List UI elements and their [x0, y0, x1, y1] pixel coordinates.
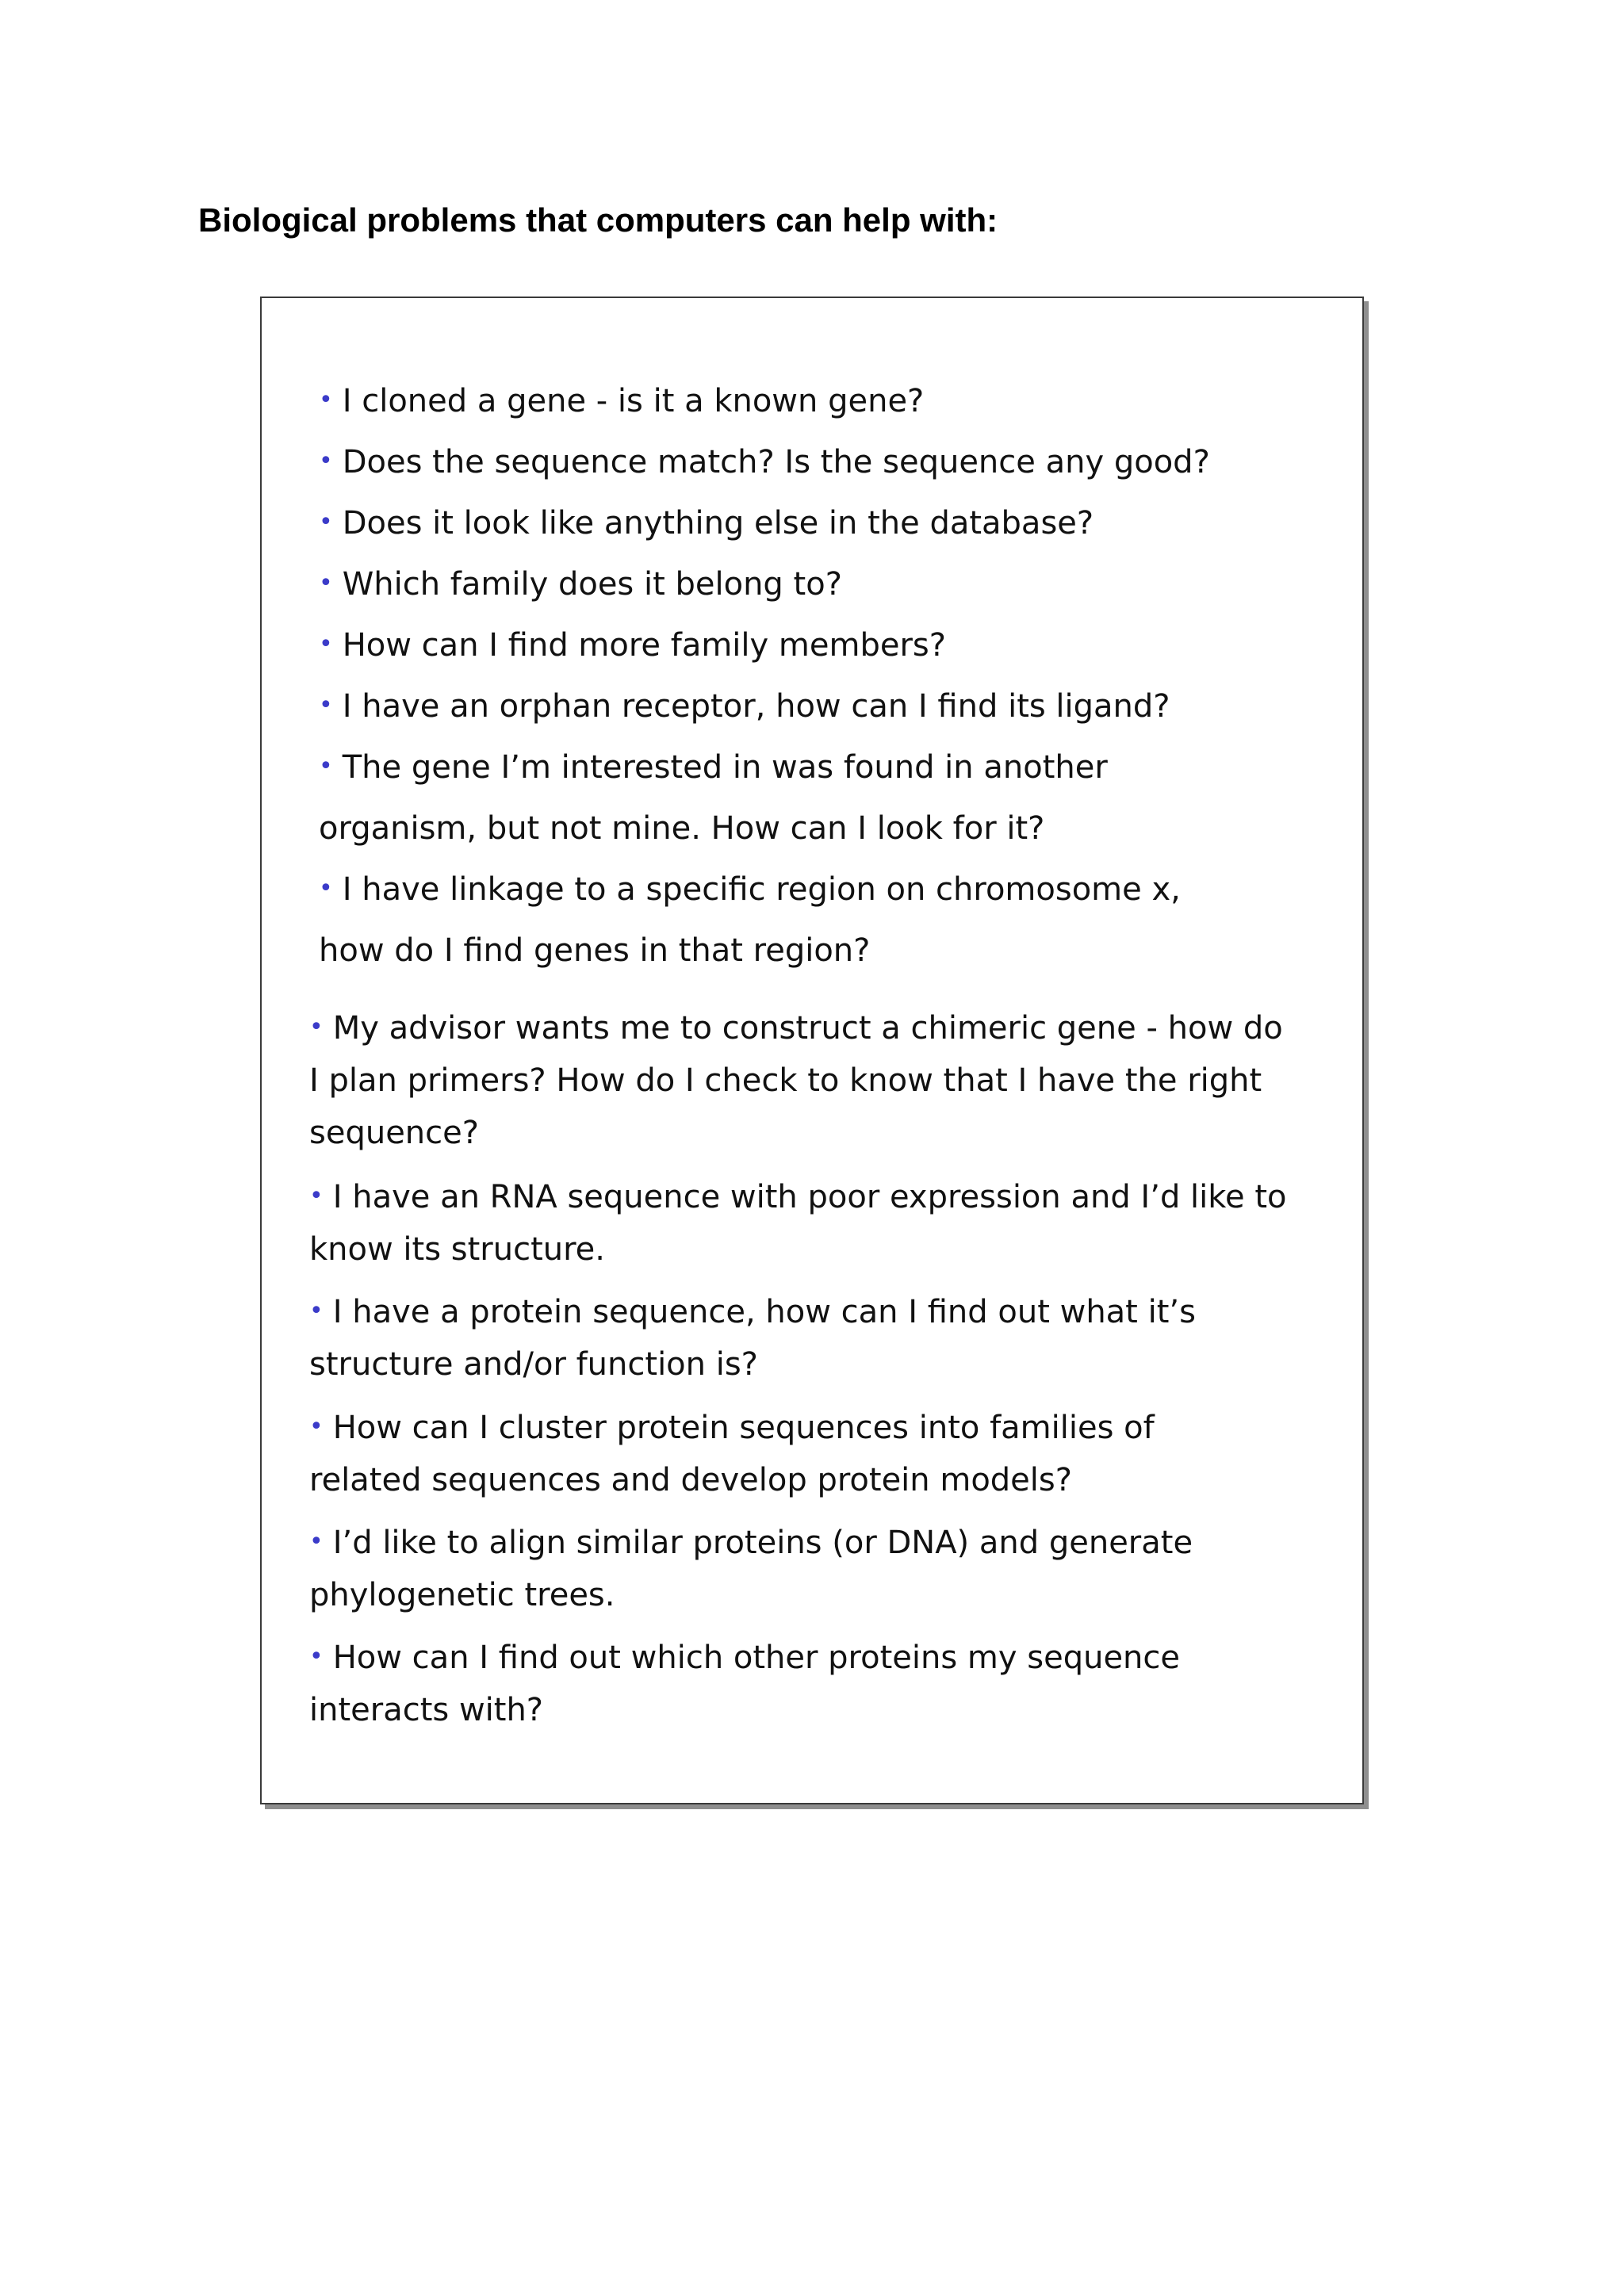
question-text: The gene I’m interested in was found in another	[342, 749, 1108, 786]
question-text-continued: sequence?	[309, 1115, 479, 1151]
bullet-dot-icon: •	[319, 386, 333, 414]
question-item-10	[309, 1171, 1287, 1276]
bullet-dot-icon: •	[319, 874, 333, 902]
question-item-4	[319, 554, 842, 615]
question-text: How can I find out which other proteins my sequence	[332, 1640, 1181, 1676]
bullet-dot-icon: •	[319, 508, 333, 536]
question-text-continued: structure and/or function is?	[309, 1346, 758, 1383]
question-text: I have a protein sequence, how can I find out what it’s	[332, 1294, 1196, 1330]
bullet-dot-icon: •	[309, 1413, 324, 1441]
bullet-dot-icon: •	[309, 1643, 324, 1670]
question-text: How can I find more family members?	[342, 627, 946, 664]
question-text-continued: interacts with?	[309, 1692, 544, 1728]
question-item-8	[319, 859, 1181, 982]
bullet-dot-icon: •	[309, 1013, 324, 1041]
question-item-14	[309, 1632, 1180, 1736]
question-text: I cloned a gene - is it a known gene?	[342, 383, 925, 419]
question-item-3	[319, 493, 1094, 554]
question-item-11	[309, 1286, 1196, 1391]
bullet-dot-icon: •	[319, 630, 333, 658]
question-item-6	[319, 676, 1170, 737]
question-text: I’d like to align similar proteins (or DNA) and generate	[332, 1525, 1193, 1561]
question-text: Does the sequence match? Is the sequence any good?	[342, 444, 1210, 480]
question-text: I have an orphan receptor, how can I find its ligand?	[342, 688, 1170, 725]
bullet-dot-icon: •	[319, 569, 333, 597]
question-text-continued: phylogenetic trees.	[309, 1577, 615, 1613]
bullet-dot-icon: •	[319, 691, 333, 719]
question-text-continued: know its structure.	[309, 1231, 606, 1268]
bullet-dot-icon: •	[319, 752, 333, 780]
question-text: I have an RNA sequence with poor expression and I’d like to	[332, 1179, 1287, 1215]
question-text-continued: organism, but not mine. How can I look for it?	[319, 810, 1045, 847]
questions-box	[260, 297, 1364, 1804]
bullet-dot-icon: •	[309, 1528, 324, 1556]
question-item-1	[319, 371, 924, 432]
question-item-13	[309, 1517, 1193, 1621]
question-text: My advisor wants me to construct a chimeric gene - how do	[332, 1010, 1283, 1047]
bullet-dot-icon: •	[309, 1297, 324, 1325]
question-item-7	[319, 737, 1108, 859]
bullet-dot-icon: •	[319, 447, 333, 475]
question-item-5	[319, 615, 946, 676]
question-text: How can I cluster protein sequences into families of	[332, 1410, 1155, 1446]
question-item-9	[309, 1002, 1283, 1159]
question-text-continued: related sequences and develop protein models?	[309, 1462, 1072, 1498]
question-text-continued: I plan primers? How do I check to know that I have the right	[309, 1062, 1262, 1099]
question-item-12	[309, 1402, 1155, 1506]
question-text: I have linkage to a specific region on chromosome x,	[342, 871, 1181, 908]
question-text: Which family does it belong to?	[342, 566, 842, 603]
question-text-continued: how do I find genes in that region?	[319, 932, 871, 969]
question-item-2	[319, 432, 1210, 493]
question-text: Does it look like anything else in the database?	[342, 505, 1094, 541]
page-heading: Biological problems that computers can help with:	[198, 201, 998, 239]
bullet-dot-icon: •	[309, 1182, 324, 1210]
